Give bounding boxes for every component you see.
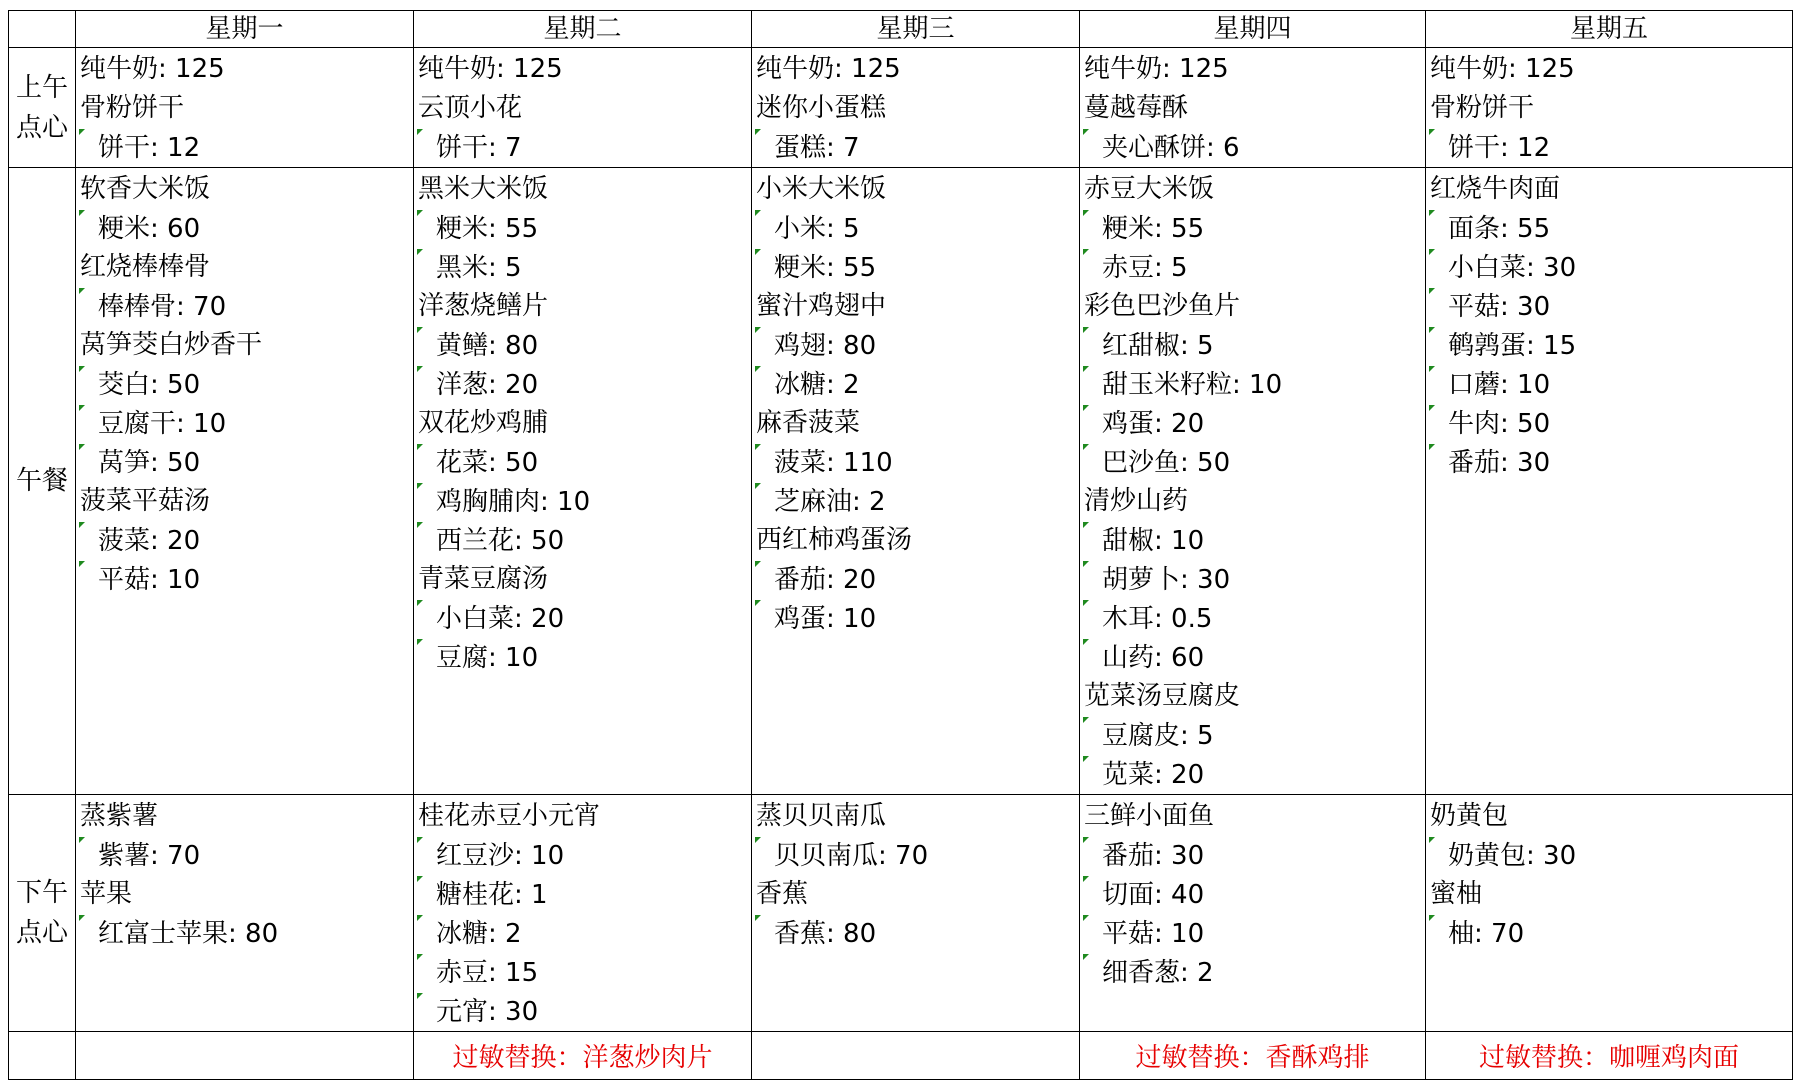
menu-cell	[752, 168, 1080, 795]
dish-name: 双花炒鸡脯	[418, 408, 549, 438]
dish-name: 蒸紫薯	[80, 801, 159, 831]
menu-cell	[414, 795, 752, 1032]
ingredient-line: 切面: 40	[1084, 875, 1425, 914]
ingredient-line: 冰糖: 2	[418, 914, 751, 953]
ingredient-line: 小白菜: 30	[1430, 248, 1792, 287]
dish-name: 蔓越莓酥	[1084, 93, 1189, 123]
cell-content	[752, 795, 1079, 953]
cell-content	[752, 168, 1079, 638]
ingredient-line: 番茄: 30	[1430, 443, 1792, 482]
meal-label-text: 午餐	[15, 466, 68, 496]
ingredient-line: 平菇: 30	[1430, 287, 1792, 326]
ingredient-line: 豆腐干: 10	[80, 404, 413, 443]
meal-row-lunch	[9, 168, 1793, 795]
ingredient-line: 番茄: 20	[756, 560, 1079, 599]
ingredient-line: 鸡蛋: 10	[756, 599, 1079, 638]
cell-content	[752, 48, 1079, 167]
menu-cell	[1426, 795, 1793, 1032]
meal-label-text: 上午 点心	[15, 72, 68, 143]
ingredient-line: 棒棒骨: 70	[80, 287, 413, 326]
header-day-tuesday: 星期二	[414, 11, 752, 48]
ingredient-line: 红富士苹果: 80	[80, 914, 413, 953]
ingredient-line: 红豆沙: 10	[418, 836, 751, 875]
allergy-note-tuesday: 过敏替换：洋葱炒肉片	[414, 1032, 752, 1080]
ingredient-line: 小米: 5	[756, 209, 1079, 248]
meal-row-morning-snack	[9, 48, 1793, 168]
meal-label-lunch	[9, 168, 76, 795]
menu-cell	[76, 48, 414, 168]
ingredient-line: 奶黄包: 30	[1430, 836, 1792, 875]
dish-name: 黑米大米饭	[418, 174, 549, 204]
ingredient-line: 豆腐皮: 5	[1084, 716, 1425, 755]
ingredient-line: 花菜: 50	[418, 443, 751, 482]
dish-name: 菠菜平菇汤	[80, 486, 211, 516]
cell-content	[1080, 795, 1425, 992]
cell-content	[414, 168, 751, 677]
dish-name: 彩色巴沙鱼片	[1084, 291, 1241, 321]
ingredient-line: 豆腐: 10	[418, 638, 751, 677]
menu-cell	[414, 168, 752, 795]
cell-content	[414, 795, 751, 1031]
menu-cell	[414, 48, 752, 168]
ingredient-line: 细香葱: 2	[1084, 953, 1425, 992]
ingredient-line: 牛肉: 50	[1430, 404, 1792, 443]
dish-name: 奶黄包	[1430, 801, 1509, 831]
ingredient-line: 茭白: 50	[80, 365, 413, 404]
ingredient-line: 粳米: 55	[756, 248, 1079, 287]
cell-content	[1426, 795, 1792, 953]
allergy-note-thursday: 过敏替换：香酥鸡排	[1080, 1032, 1426, 1080]
ingredient-line: 鹌鹑蛋: 15	[1430, 326, 1792, 365]
ingredient-line: 红甜椒: 5	[1084, 326, 1425, 365]
ingredient-line: 鸡胸脯肉: 10	[418, 482, 751, 521]
ingredient-line: 洋葱: 20	[418, 365, 751, 404]
menu-cell	[76, 168, 414, 795]
ingredient-line: 芝麻油: 2	[756, 482, 1079, 521]
ingredient-line: 糖桂花: 1	[418, 875, 751, 914]
ingredient-line: 平菇: 10	[1084, 914, 1425, 953]
ingredient-line: 元宵: 30	[418, 992, 751, 1031]
cell-content	[76, 168, 413, 599]
cell-content	[76, 795, 413, 953]
menu-cell	[1426, 48, 1793, 168]
header-day-monday: 星期一	[76, 11, 414, 48]
weekly-menu-table	[8, 10, 1793, 1080]
dish-name: 红烧棒棒骨	[80, 252, 211, 282]
meal-label-afternoon-snack	[9, 795, 76, 1032]
ingredient-line: 香蕉: 80	[756, 914, 1079, 953]
ingredient-line: 粳米: 55	[1084, 209, 1425, 248]
dish-name: 骨粉饼干	[1430, 93, 1535, 123]
ingredient-line: 甜椒: 10	[1084, 521, 1425, 560]
ingredient-line: 莴笋: 50	[80, 443, 413, 482]
dish-name: 苋菜汤豆腐皮	[1084, 681, 1241, 711]
meal-label-morning-snack	[9, 48, 76, 168]
dish-name: 红烧牛肉面	[1430, 174, 1561, 204]
ingredient-line: 甜玉米籽粒: 10	[1084, 365, 1425, 404]
allergy-note-row	[9, 1032, 1793, 1080]
header-corner-cell	[9, 11, 76, 48]
menu-cell	[752, 48, 1080, 168]
ingredient-line: 赤豆: 15	[418, 953, 751, 992]
ingredient-line: 小白菜: 20	[418, 599, 751, 638]
ingredient-line: 冰糖: 2	[756, 365, 1079, 404]
dish-name: 纯牛奶: 125	[756, 54, 901, 84]
ingredient-line: 饼干: 7	[418, 128, 751, 167]
menu-cell	[1080, 795, 1426, 1032]
dish-name: 麻香菠菜	[756, 408, 861, 438]
dish-name: 赤豆大米饭	[1084, 174, 1215, 204]
ingredient-line: 蛋糕: 7	[756, 128, 1079, 167]
ingredient-line: 胡萝卜: 30	[1084, 560, 1425, 599]
meal-label-text: 下午 点心	[15, 878, 68, 948]
ingredient-line: 巴沙鱼: 50	[1084, 443, 1425, 482]
menu-cell	[76, 795, 414, 1032]
dish-name: 香蕉	[756, 879, 809, 909]
header-row	[9, 11, 1793, 48]
dish-name: 迷你小蛋糕	[756, 93, 887, 123]
ingredient-line: 番茄: 30	[1084, 836, 1425, 875]
ingredient-line: 苋菜: 20	[1084, 755, 1425, 794]
dish-name: 骨粉饼干	[80, 93, 185, 123]
dish-name: 软香大米饭	[80, 174, 211, 204]
ingredient-line: 粳米: 55	[418, 209, 751, 248]
note-cell	[9, 1032, 76, 1080]
ingredient-line: 口蘑: 10	[1430, 365, 1792, 404]
cell-content	[414, 48, 751, 167]
cell-content	[1426, 168, 1792, 482]
dish-name: 小米大米饭	[756, 174, 887, 204]
ingredient-line: 平菇: 10	[80, 560, 413, 599]
note-cell	[752, 1032, 1080, 1080]
dish-name: 蜜汁鸡翅中	[756, 291, 887, 321]
ingredient-line: 粳米: 60	[80, 209, 413, 248]
ingredient-line: 菠菜: 20	[80, 521, 413, 560]
dish-name: 洋葱烧鳝片	[418, 291, 549, 321]
dish-name: 蜜柚	[1430, 879, 1483, 909]
ingredient-line: 菠菜: 110	[756, 443, 1079, 482]
ingredient-line: 山药: 60	[1084, 638, 1425, 677]
header-day-friday: 星期五	[1426, 11, 1793, 48]
dish-name: 桂花赤豆小元宵	[418, 801, 601, 831]
ingredient-line: 黄鳝: 80	[418, 326, 751, 365]
meal-row-afternoon-snack	[9, 795, 1793, 1032]
menu-cell	[1426, 168, 1793, 795]
cell-content	[1426, 48, 1792, 167]
ingredient-line: 饼干: 12	[80, 128, 413, 167]
cell-content	[76, 48, 413, 167]
dish-name: 纯牛奶: 125	[1084, 54, 1229, 84]
ingredient-line: 紫薯: 70	[80, 836, 413, 875]
dish-name: 纯牛奶: 125	[1430, 54, 1575, 84]
ingredient-line: 鸡蛋: 20	[1084, 404, 1425, 443]
dish-name: 云顶小花	[418, 93, 523, 123]
dish-name: 纯牛奶: 125	[418, 54, 563, 84]
ingredient-line: 夹心酥饼: 6	[1084, 128, 1425, 167]
dish-name: 蒸贝贝南瓜	[756, 801, 887, 831]
menu-cell	[1080, 168, 1426, 795]
dish-name: 西红柿鸡蛋汤	[756, 525, 913, 555]
header-day-wednesday: 星期三	[752, 11, 1080, 48]
dish-name: 三鲜小面鱼	[1084, 801, 1215, 831]
ingredient-line: 赤豆: 5	[1084, 248, 1425, 287]
dish-name: 纯牛奶: 125	[80, 54, 225, 84]
menu-cell	[752, 795, 1080, 1032]
allergy-note-friday: 过敏替换：咖喱鸡肉面	[1426, 1032, 1793, 1080]
menu-cell	[1080, 48, 1426, 168]
ingredient-line: 黑米: 5	[418, 248, 751, 287]
ingredient-line: 面条: 55	[1430, 209, 1792, 248]
ingredient-line: 西兰花: 50	[418, 521, 751, 560]
dish-name: 莴笋茭白炒香干	[80, 330, 263, 360]
ingredient-line: 鸡翅: 80	[756, 326, 1079, 365]
header-day-thursday: 星期四	[1080, 11, 1426, 48]
ingredient-line: 贝贝南瓜: 70	[756, 836, 1079, 875]
dish-name: 青菜豆腐汤	[418, 564, 549, 594]
note-cell	[76, 1032, 414, 1080]
dish-name: 清炒山药	[1084, 486, 1189, 516]
ingredient-line: 木耳: 0.5	[1084, 599, 1425, 638]
ingredient-line: 饼干: 12	[1430, 128, 1792, 167]
ingredient-line: 柚: 70	[1430, 914, 1792, 953]
cell-content	[1080, 48, 1425, 167]
dish-name: 苹果	[80, 879, 133, 909]
cell-content	[1080, 168, 1425, 794]
